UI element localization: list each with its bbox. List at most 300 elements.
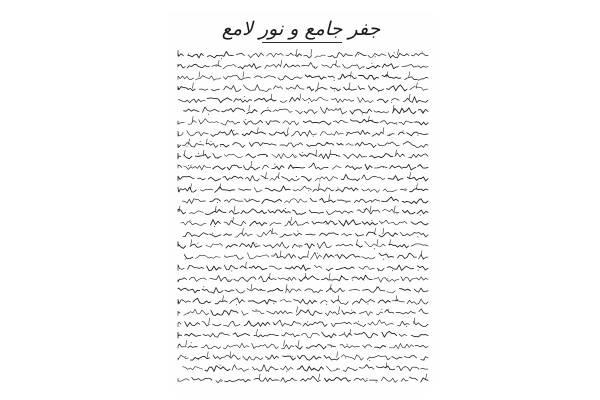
diacritic-dot — [309, 76, 310, 77]
handwritten-word — [190, 211, 204, 214]
diacritic-dot — [397, 213, 398, 214]
handwritten-word — [411, 335, 428, 337]
handwritten-word — [280, 100, 286, 102]
handwritten-word — [184, 109, 199, 111]
handwritten-word — [315, 55, 326, 58]
handwritten-word — [221, 120, 240, 125]
handwritten-word — [188, 53, 204, 58]
handwritten-word — [421, 368, 428, 369]
handwritten-word — [359, 266, 375, 269]
handwritten-word — [362, 257, 375, 259]
diacritic-dot — [423, 111, 424, 112]
handwritten-word — [259, 276, 277, 282]
handwritten-word — [243, 356, 263, 360]
manuscript-line — [178, 273, 428, 282]
diacritic-dot — [277, 257, 278, 258]
handwritten-word — [379, 220, 407, 224]
diacritic-dot — [344, 332, 345, 333]
handwritten-word — [369, 86, 384, 91]
handwritten-word — [387, 134, 394, 136]
diacritic-dot — [387, 279, 388, 280]
letter-stroke — [256, 329, 257, 335]
handwritten-word — [331, 87, 341, 91]
manuscript-line — [178, 318, 428, 327]
letter-stroke — [368, 116, 369, 122]
handwritten-word — [196, 255, 221, 258]
manuscript-line — [181, 217, 428, 227]
handwritten-word — [182, 143, 204, 147]
handwritten-word — [299, 276, 319, 282]
handwritten-word — [254, 98, 276, 101]
letter-stroke — [192, 83, 193, 89]
handwritten-word — [178, 242, 186, 249]
handwritten-word — [305, 289, 323, 293]
handwritten-word — [366, 65, 380, 68]
handwritten-word — [178, 344, 186, 348]
handwritten-word — [417, 210, 428, 214]
handwritten-word — [187, 131, 209, 136]
handwritten-word — [273, 109, 292, 112]
handwritten-word — [367, 356, 390, 360]
diacritic-dot — [424, 359, 425, 360]
handwritten-word — [342, 233, 352, 236]
handwritten-word — [389, 343, 413, 348]
manuscript-line — [178, 150, 428, 159]
handwritten-word — [293, 210, 306, 214]
handwritten-word — [183, 232, 208, 236]
diacritic-dot — [211, 141, 212, 142]
handwritten-word — [374, 111, 389, 113]
diacritic-dot — [336, 155, 337, 156]
handwritten-word — [344, 87, 357, 90]
handwritten-word — [400, 289, 411, 291]
letter-stroke — [234, 206, 235, 212]
handwritten-word — [402, 199, 428, 204]
handwritten-word — [211, 89, 219, 91]
handwritten-word — [337, 200, 350, 201]
manuscript-line — [178, 116, 428, 125]
diacritic-dot — [417, 236, 418, 237]
handwritten-word — [320, 233, 339, 236]
handwritten-word — [224, 154, 242, 158]
diacritic-dot — [191, 165, 192, 166]
diacritic-dot — [423, 258, 424, 259]
handwritten-word — [181, 222, 206, 226]
letter-stroke — [280, 251, 281, 257]
diacritic-dot — [358, 321, 359, 322]
diacritic-dot — [314, 67, 315, 68]
handwritten-word — [185, 322, 200, 327]
handwritten-word — [178, 76, 194, 80]
handwritten-word — [268, 288, 283, 292]
handwritten-word — [336, 244, 353, 246]
diacritic-dot — [319, 180, 320, 181]
handwritten-word — [210, 276, 232, 282]
handwritten-word — [382, 197, 399, 202]
handwritten-word — [284, 64, 300, 68]
diacritic-dot — [249, 154, 250, 155]
handwritten-word — [362, 222, 377, 225]
handwritten-word — [314, 265, 322, 268]
diacritic-dot — [381, 309, 382, 310]
diacritic-dot — [260, 290, 261, 291]
manuscript-line — [178, 239, 428, 249]
handwritten-word — [223, 176, 243, 180]
handwritten-word — [220, 144, 229, 147]
handwritten-word — [326, 268, 333, 271]
handwritten-word — [241, 209, 267, 214]
handwritten-word — [340, 344, 360, 348]
handwritten-word — [215, 187, 235, 193]
handwritten-word — [355, 332, 378, 338]
handwritten-word — [280, 234, 292, 237]
letter-stroke — [319, 374, 320, 380]
handwritten-word — [297, 356, 321, 361]
diacritic-dot — [266, 156, 267, 157]
diacritic-dot — [198, 359, 199, 360]
letter-stroke — [242, 228, 243, 234]
handwritten-word — [392, 301, 404, 302]
handwritten-word — [236, 289, 245, 293]
handwritten-word — [383, 209, 400, 213]
handwritten-word — [358, 86, 365, 89]
handwritten-word — [362, 189, 380, 193]
handwritten-word — [352, 299, 375, 305]
diacritic-dot — [221, 333, 222, 334]
diacritic-dot — [275, 164, 276, 165]
handwritten-word — [320, 107, 347, 114]
handwritten-word — [224, 221, 246, 226]
diacritic-dot — [197, 243, 198, 244]
handwritten-word — [188, 265, 204, 269]
handwritten-word — [414, 288, 428, 292]
handwritten-word — [357, 208, 380, 214]
diacritic-dot — [381, 223, 382, 224]
handwritten-word — [182, 199, 205, 204]
handwritten-word — [350, 109, 372, 114]
manuscript-line — [178, 60, 428, 69]
handwritten-word — [280, 143, 303, 148]
handwritten-word — [411, 244, 428, 246]
handwritten-word — [344, 154, 367, 159]
handwritten-word — [230, 298, 245, 304]
handwritten-word — [320, 198, 336, 202]
diacritic-dot — [185, 356, 186, 357]
manuscript-line — [179, 94, 429, 104]
diacritic-dot — [334, 90, 335, 91]
letter-stroke — [281, 60, 282, 66]
letter-stroke — [223, 295, 224, 301]
handwritten-word — [410, 377, 418, 380]
handwritten-word — [193, 298, 211, 303]
letter-stroke — [426, 374, 427, 380]
handwritten-word — [225, 380, 251, 383]
diacritic-dot — [378, 270, 379, 271]
handwritten-word — [301, 334, 319, 338]
handwritten-word — [355, 142, 376, 148]
diacritic-dot — [357, 235, 358, 236]
handwritten-word — [365, 164, 372, 169]
manuscript-line — [178, 183, 428, 192]
handwritten-word — [208, 177, 220, 181]
handwritten-word — [413, 322, 428, 327]
letter-stroke — [191, 239, 192, 245]
handwritten-word — [306, 344, 326, 349]
diacritic-dot — [238, 79, 239, 80]
letter-stroke — [191, 183, 192, 189]
diacritic-dot — [185, 259, 186, 260]
handwritten-word — [335, 255, 360, 259]
letter-stroke — [409, 71, 410, 77]
diacritic-dot — [308, 190, 309, 191]
handwritten-word — [243, 85, 271, 92]
diacritic-dot — [188, 54, 189, 55]
handwritten-word — [415, 345, 428, 347]
handwritten-word — [224, 255, 243, 259]
handwritten-word — [282, 345, 294, 349]
handwritten-word — [346, 144, 353, 146]
diacritic-dot — [334, 80, 335, 81]
handwritten-word — [417, 266, 428, 270]
handwritten-word — [337, 143, 343, 145]
diacritic-dot — [299, 247, 300, 248]
manuscript-line — [184, 251, 428, 260]
handwritten-word — [262, 165, 268, 169]
handwritten-word — [189, 277, 206, 281]
handwritten-word — [382, 64, 398, 69]
letter-stroke — [377, 239, 378, 245]
handwritten-word — [343, 64, 365, 69]
handwritten-word — [243, 166, 259, 170]
manuscript-line — [178, 172, 428, 181]
diacritic-dot — [376, 287, 377, 288]
diacritic-dot — [352, 280, 353, 281]
handwritten-word — [266, 121, 280, 125]
letter-stroke — [218, 60, 219, 66]
diacritic-dot — [190, 220, 191, 221]
handwritten-word — [233, 143, 245, 148]
handwritten-word — [380, 121, 397, 124]
diacritic-dot — [420, 215, 421, 216]
manuscript-line — [178, 329, 428, 338]
handwritten-word — [184, 155, 192, 159]
handwritten-word — [207, 266, 221, 271]
diacritic-dot — [336, 108, 337, 109]
handwritten-word — [382, 331, 397, 337]
letter-stroke — [329, 273, 330, 279]
diacritic-dot — [185, 335, 186, 336]
handwritten-word — [222, 108, 245, 112]
handwritten-word — [210, 199, 221, 202]
diacritic-dot — [191, 342, 192, 343]
diacritic-dot — [217, 202, 218, 203]
manuscript-line — [178, 307, 428, 316]
letter-stroke — [230, 351, 231, 357]
letter-stroke — [329, 195, 330, 201]
handwritten-word — [190, 357, 209, 361]
handwritten-word — [411, 222, 428, 225]
handwritten-word — [316, 88, 328, 92]
handwritten-word — [285, 199, 307, 203]
diacritic-dot — [403, 130, 404, 131]
handwritten-word — [407, 177, 428, 181]
handwritten-word — [262, 199, 282, 203]
diacritic-dot — [389, 134, 390, 135]
handwritten-word — [328, 76, 334, 78]
handwritten-word — [226, 245, 237, 249]
handwritten-word — [407, 299, 428, 304]
diacritic-dot — [383, 167, 384, 168]
handwritten-word — [178, 355, 188, 360]
letter-stroke — [287, 127, 288, 133]
diacritic-dot — [403, 155, 404, 156]
handwritten-word — [252, 311, 264, 314]
handwritten-word — [187, 64, 209, 68]
handwritten-word — [254, 76, 262, 78]
letter-stroke — [318, 83, 319, 89]
diacritic-dot — [405, 188, 406, 189]
handwritten-word — [313, 188, 334, 192]
handwritten-word — [223, 343, 249, 349]
manuscript-line — [178, 49, 428, 59]
diacritic-dot — [369, 360, 370, 361]
diacritic-dot — [403, 112, 404, 113]
handwritten-word — [303, 121, 331, 125]
handwritten-word — [178, 312, 180, 316]
diacritic-dot — [337, 188, 338, 189]
handwritten-word — [411, 53, 428, 56]
handwritten-word — [252, 365, 278, 372]
letter-stroke — [383, 127, 384, 133]
handwritten-word — [184, 309, 209, 315]
handwritten-word — [285, 289, 301, 293]
handwritten-word — [207, 51, 233, 57]
diacritic-dot — [351, 310, 352, 311]
diacritic-dot — [256, 243, 257, 244]
diacritic-dot — [366, 167, 367, 168]
diacritic-dot — [317, 253, 318, 254]
diacritic-dot — [235, 213, 236, 214]
letter-stroke — [410, 172, 411, 178]
handwritten-word — [325, 311, 339, 316]
handwritten-word — [385, 310, 394, 314]
manuscript-line — [178, 374, 428, 383]
handwritten-word — [370, 154, 393, 158]
letter-stroke — [316, 150, 317, 156]
handwritten-word — [339, 220, 361, 226]
diacritic-dot — [288, 280, 289, 281]
letter-stroke — [184, 150, 185, 156]
handwritten-word — [202, 321, 209, 326]
handwritten-word — [410, 189, 428, 192]
letter-stroke — [337, 351, 338, 357]
handwritten-word — [203, 107, 220, 112]
diacritic-dot — [274, 324, 275, 325]
handwritten-word — [309, 210, 324, 213]
diacritic-dot — [214, 226, 215, 227]
handwritten-word — [178, 51, 183, 57]
handwritten-word — [421, 378, 428, 382]
letter-stroke — [350, 71, 351, 77]
letter-stroke — [199, 71, 200, 77]
handwritten-word — [178, 153, 181, 158]
diacritic-dot — [366, 378, 367, 379]
letter-stroke — [266, 172, 267, 178]
letter-stroke — [416, 83, 417, 89]
handwritten-word — [224, 199, 243, 202]
handwritten-word — [274, 86, 283, 90]
diacritic-dot — [216, 66, 217, 67]
handwritten-word — [341, 174, 359, 180]
handwritten-word — [396, 311, 415, 314]
handwritten-word — [376, 312, 383, 315]
handwritten-word — [198, 178, 206, 180]
handwritten-word — [248, 253, 269, 259]
letter-stroke — [259, 374, 260, 380]
handwritten-word — [178, 288, 200, 293]
handwritten-word — [265, 64, 281, 68]
handwritten-word — [249, 142, 276, 146]
handwritten-word — [399, 121, 413, 125]
diacritic-dot — [302, 379, 303, 380]
handwritten-word — [319, 154, 340, 159]
handwritten-word — [415, 122, 428, 125]
letter-stroke — [319, 183, 320, 189]
diacritic-dot — [347, 178, 348, 179]
manuscript-line — [178, 161, 428, 170]
handwritten-word — [352, 275, 372, 280]
handwritten-text-block — [174, 48, 430, 388]
handwritten-word — [302, 97, 328, 102]
handwritten-word — [297, 366, 323, 371]
diacritic-dot — [326, 224, 327, 225]
handwritten-word — [397, 366, 419, 371]
diacritic-dot — [221, 381, 222, 382]
handwritten-word — [300, 153, 317, 156]
handwritten-word — [294, 233, 302, 236]
letter-stroke — [339, 307, 340, 313]
diacritic-dot — [228, 280, 229, 281]
handwritten-word — [247, 109, 257, 113]
handwritten-word — [224, 265, 238, 270]
diacritic-dot — [313, 369, 314, 370]
diacritic-dot — [394, 52, 395, 53]
handwritten-word — [234, 99, 252, 103]
handwritten-word — [242, 131, 265, 136]
handwritten-word — [418, 165, 428, 169]
handwritten-word — [270, 176, 280, 180]
handwritten-word — [355, 52, 366, 56]
handwritten-word — [307, 142, 334, 146]
handwritten-word — [278, 76, 302, 81]
handwritten-word — [178, 131, 183, 136]
diacritic-dot — [200, 141, 201, 142]
diacritic-dot — [218, 158, 219, 159]
handwritten-word — [331, 300, 348, 305]
handwritten-word — [405, 77, 428, 80]
handwritten-word — [383, 189, 397, 192]
handwritten-word — [320, 131, 343, 135]
diacritic-dot — [187, 146, 188, 147]
diacritic-dot — [367, 304, 368, 305]
handwritten-word — [178, 278, 187, 282]
handwritten-word — [305, 244, 315, 249]
handwritten-word — [281, 366, 294, 370]
diacritic-dot — [347, 344, 348, 345]
handwritten-word — [301, 376, 321, 382]
letter-stroke — [349, 83, 350, 89]
diacritic-dot — [233, 130, 234, 131]
